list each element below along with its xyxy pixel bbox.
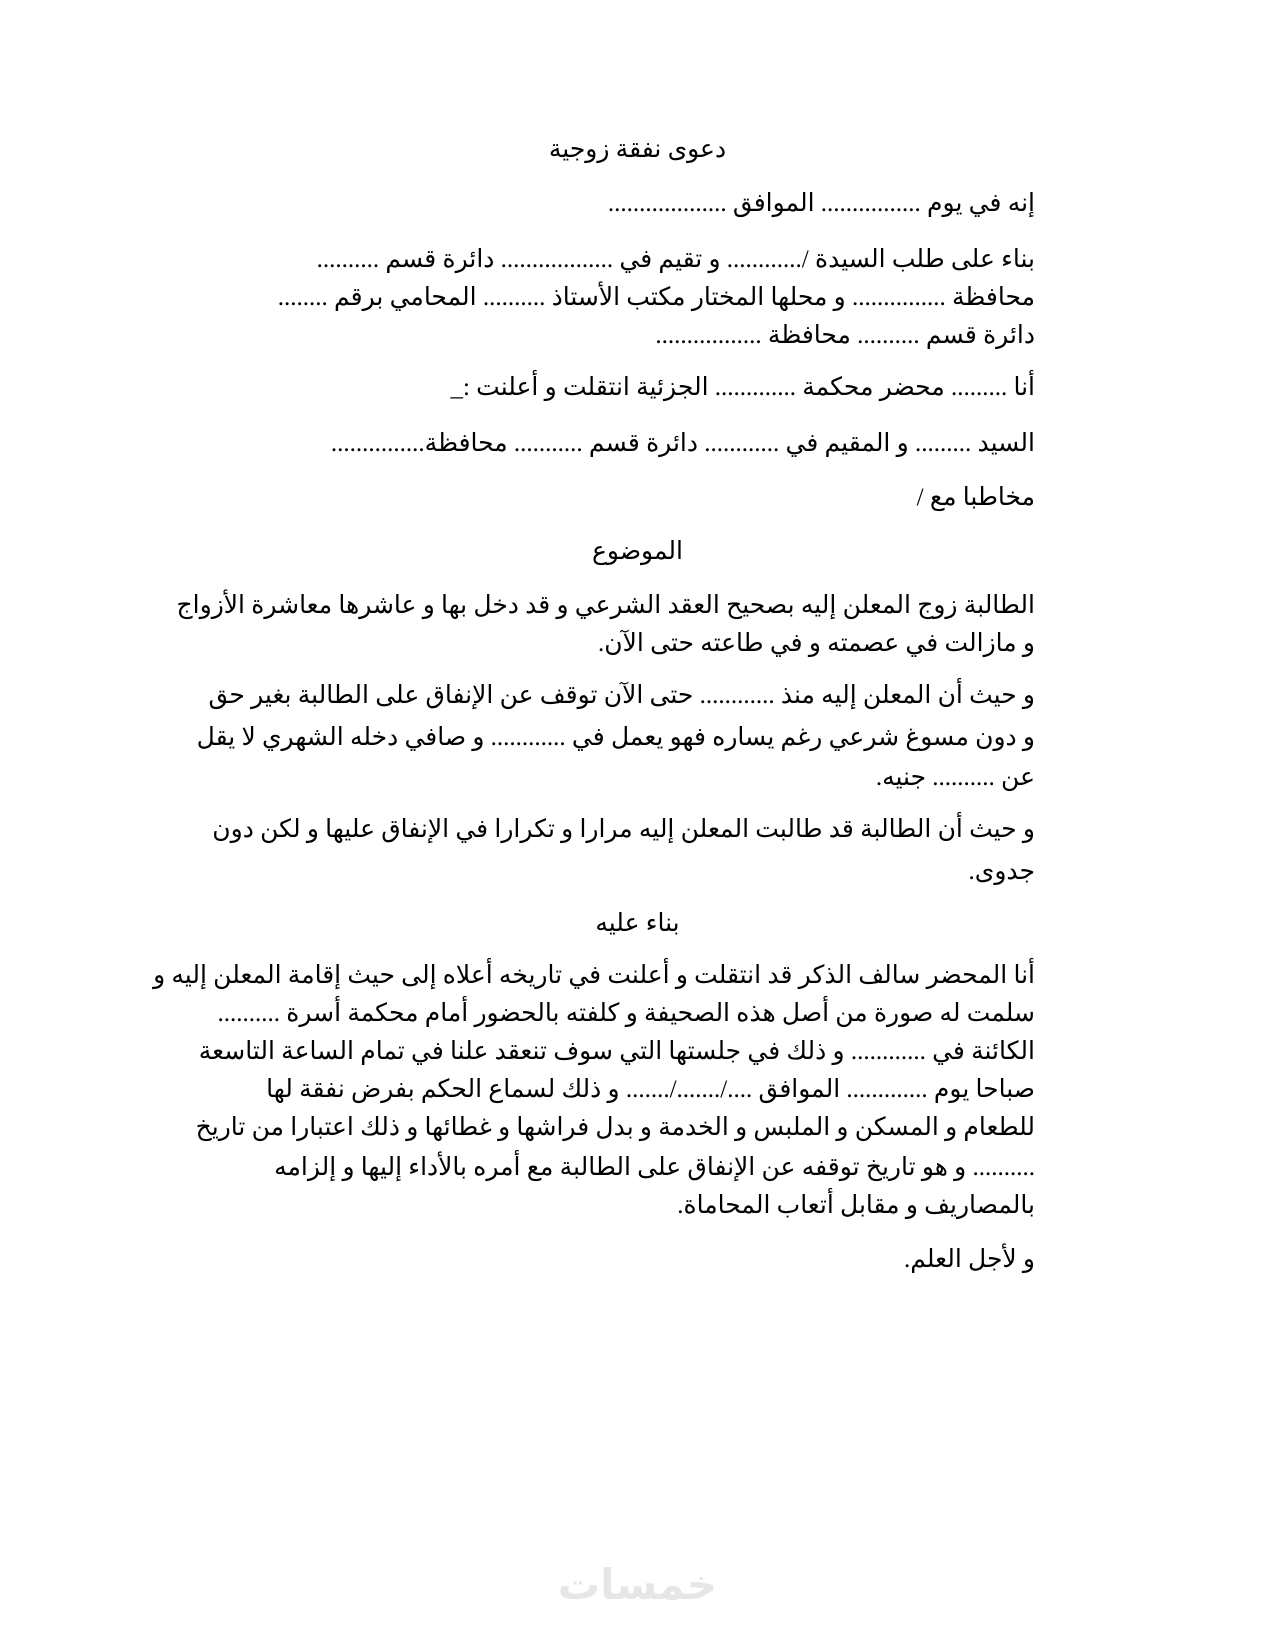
therefore-line: أنا المحضر سالف الذكر قد انتقلت و أعلنت في تاريخه أعلاه إلى حيث إقامة المعلن إليه و [153, 962, 1035, 989]
header-line-date: إنه في يوم ................ الموافق ................... [607, 190, 1035, 217]
closing-line: و لأجل العلم. [903, 1246, 1035, 1273]
header-line-addressed: مخاطبا مع / [916, 484, 1035, 511]
header-line-address: محافظة ............... و محلها المختار مكتب الأستاذ .......... المحامي برقم ........ [277, 284, 1035, 311]
subject-line: و حيث أن الطالبة قد طالبت المعلن إليه مرارا و تكرارا في الإنفاق عليها و لكن دون [212, 816, 1035, 843]
subject-line: و حيث أن المعلن إليه منذ ............ حتى الآن توقف عن الإنفاق على الطالبة بغير حق [208, 682, 1035, 709]
therefore-line: بالمصاريف و مقابل أتعاب المحاماة. [677, 1192, 1035, 1219]
watermark-logo: خمسات [557, 1560, 718, 1609]
header-line-bailiff: أنا ......... محضر محكمة ............. الجزئية انتقلت و أعلنت :_ [450, 374, 1035, 401]
therefore-line: .......... و هو تاريخ توقفه عن الإنفاق على الطالبة مع أمره بالأداء إليها و إلزامه [274, 1154, 1035, 1181]
subject-line: الطالبة زوج المعلن إليه بصحيح العقد الشرعي و قد دخل بها و عاشرها معاشرة الأزواج [176, 592, 1035, 619]
subject-line: عن .......... جنيه. [875, 764, 1035, 791]
subject-line: جدوى. [968, 858, 1035, 885]
therefore-line: للطعام و المسكن و الملبس و الخدمة و بدل فراشها و غطائها و ذلك اعتبارا من تاريخ [195, 1114, 1035, 1141]
header-line-district: دائرة قسم .......... محافظة ................. [655, 322, 1035, 349]
subject-heading: الموضوع [592, 538, 683, 565]
header-line-respondent: السيد ......... و المقيم في ............ دائرة قسم ........... محافظة............... [330, 430, 1035, 457]
therefore-heading: بناء عليه [595, 910, 680, 937]
subject-line: و دون مسوغ شرعي رغم يساره فهو يعمل في ............ و صافي دخله الشهري لا يقل [196, 724, 1035, 751]
subject-line: و مازالت في عصمته و في طاعته حتى الآن. [598, 630, 1035, 657]
document-title: دعوى نفقة زوجية [548, 136, 727, 163]
therefore-line: سلمت له صورة من أصل هذه الصحيفة و كلفته بالحضور أمام محكمة أسرة .......... [217, 1000, 1035, 1027]
therefore-line: صباحا يوم ............. الموافق ..../......./....... و ذلك لسماع الحكم بفرض نفقة لها [266, 1076, 1035, 1103]
header-line-requester: بناء على طلب السيدة /............ و تقيم في .................. دائرة قسم .......... [316, 246, 1035, 273]
therefore-line: الكائنة في ............ و ذلك في جلستها التي سوف تنعقد علنا في تمام الساعة التاسعة [198, 1038, 1035, 1065]
